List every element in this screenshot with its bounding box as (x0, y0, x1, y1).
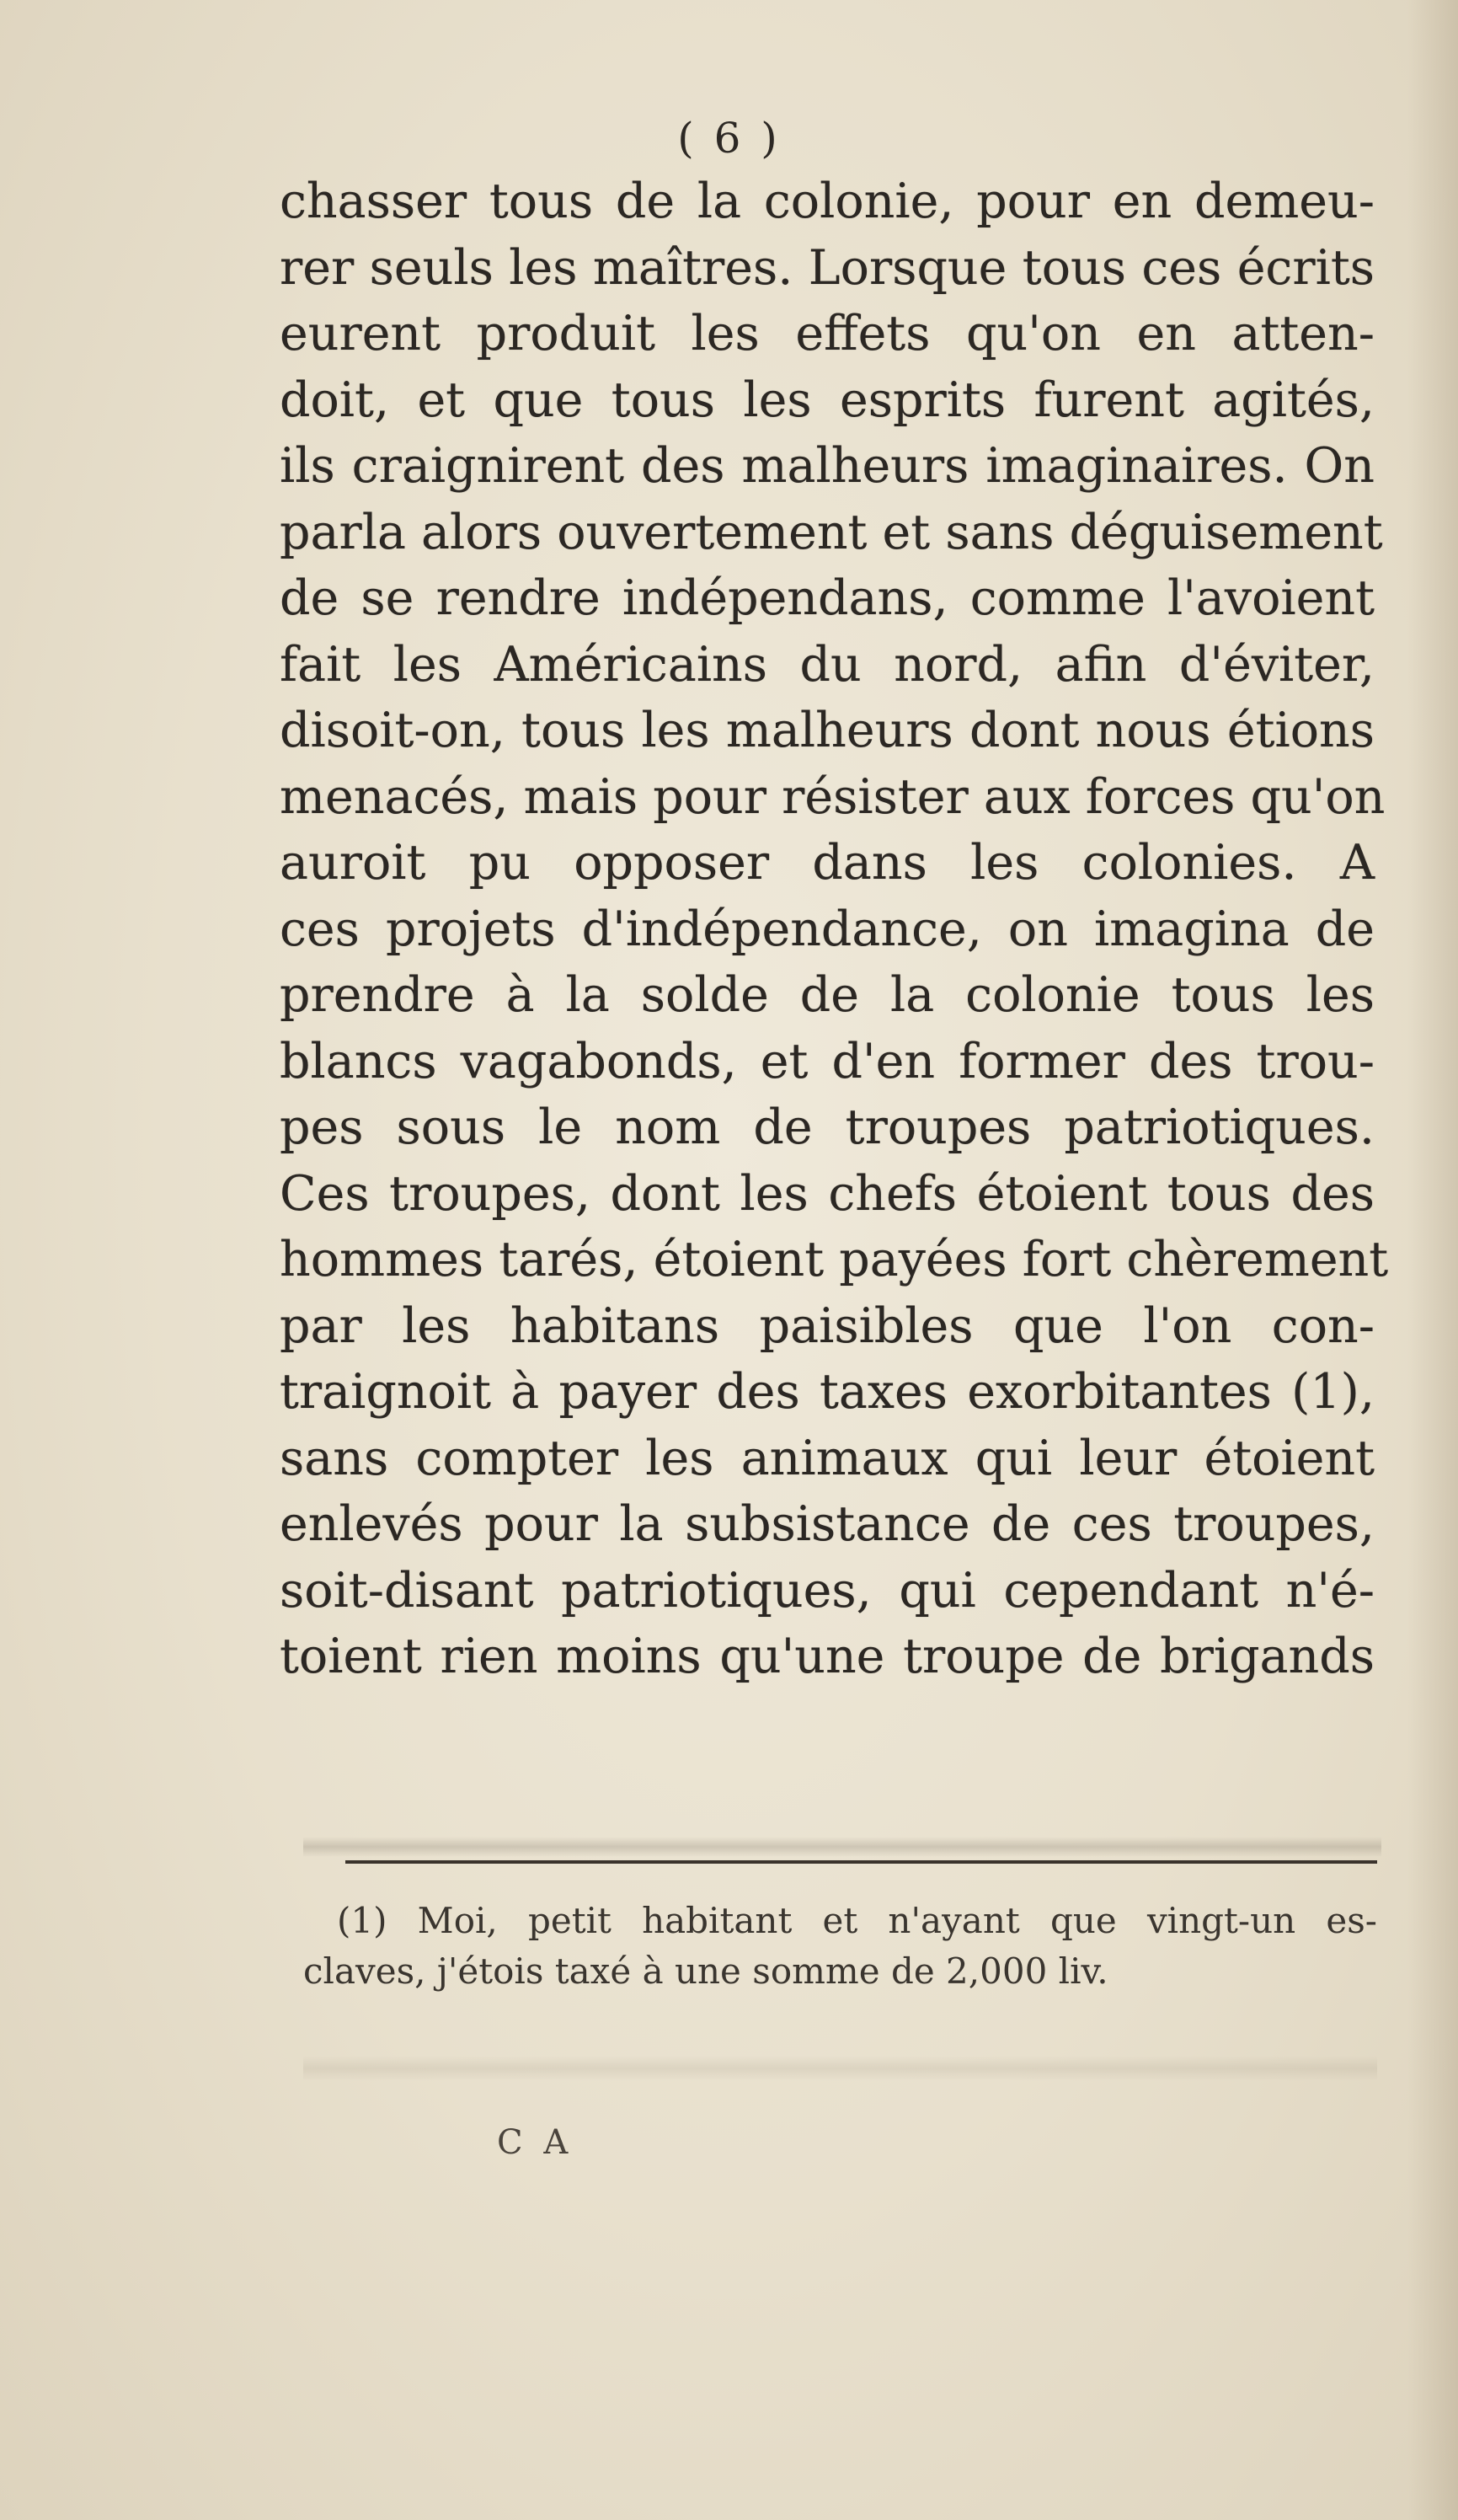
text-line: enlevés pour la subsistance de ces troupes, (280, 1496, 1375, 1552)
show-through-bleed (303, 1837, 1381, 1857)
text-line: ils craignirent des malheurs imaginaires. On (280, 438, 1375, 494)
text-line: prendre à la solde de la colonie tous les (280, 967, 1375, 1023)
text-line: Ces troupes, dont les chefs étoient tous des (280, 1165, 1375, 1222)
text-line: menacés, mais pour résister aux forces qu'on (280, 768, 1386, 825)
body-text (280, 169, 1389, 1690)
text-line: ces projets d'indépendance, on imagina de (280, 901, 1375, 957)
text-line: fait les Américains du nord, afin d'éviter, (280, 636, 1375, 693)
text-line: toient rien moins qu'une troupe de brigands (280, 1629, 1375, 1684)
text-line: eurent produit les effets qu'on en atten- (280, 306, 1375, 361)
text-line: parla alors ouvertement et sans déguisement (280, 504, 1383, 560)
page-edge-shadow (1407, 0, 1458, 2520)
page-number: ( 6 ) (677, 114, 781, 163)
text-line: pes sous le nom de troupes patriotiques. (280, 1099, 1375, 1155)
text-line: disoit-on, tous les malheurs dont nous étions (280, 703, 1375, 758)
text-line: par les habitans paisibles que l'on con- (280, 1297, 1375, 1354)
text-line: auroit pu opposer dans les colonies. A (280, 835, 1375, 891)
text-line: soit-disant patriotiques, qui cependant n'é- (280, 1562, 1375, 1618)
signature-mark: C A (497, 2123, 574, 2162)
text-line: traignoit à payer des taxes exorbitantes (1), (280, 1364, 1375, 1420)
text-line: rer seuls les maîtres. Lorsque tous ces écrits (280, 239, 1375, 296)
text-line: sans compter les animaux qui leur étoient (280, 1430, 1375, 1486)
footnote-line: claves, j'étois taxé à une somme de 2,000 liv. (303, 1950, 1108, 1992)
footnote-rule (345, 1860, 1377, 1864)
footnote (303, 1896, 1377, 1997)
text-line: chasser tous de la colonie, pour en demeu- (280, 174, 1375, 229)
text-line: hommes tarés, étoient payées fort chèrement (280, 1232, 1389, 1287)
text-line: blancs vagabonds, et d'en former des trou- (280, 1033, 1375, 1089)
text-line: doit, et que tous les esprits furent agités, (280, 372, 1375, 428)
footnote-line: (1) Moi, petit habitant et n'ayant que vingt-un es- (337, 1900, 1377, 1941)
show-through-bleed (303, 2056, 1377, 2081)
text-line: de se rendre indépendans, comme l'avoient (280, 570, 1375, 626)
